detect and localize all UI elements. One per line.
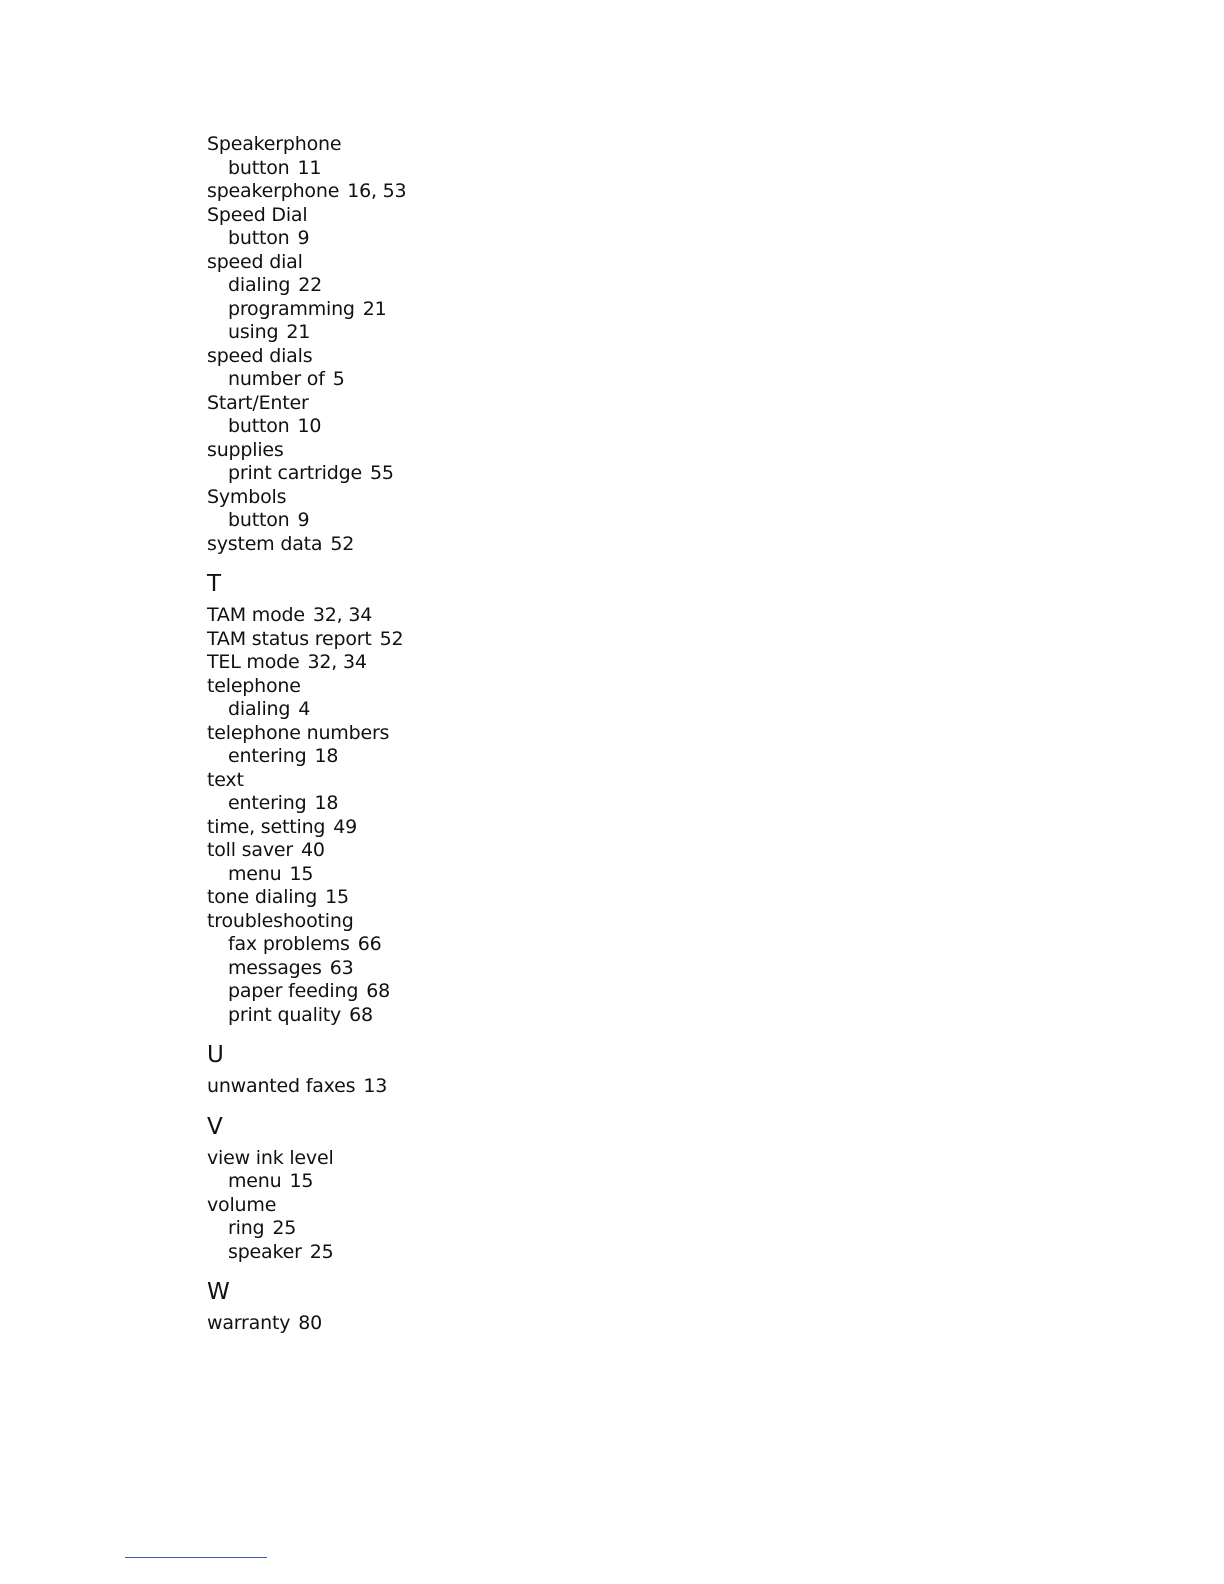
index-term: print cartridge xyxy=(228,462,362,484)
index-section xyxy=(207,571,627,1027)
page-reference[interactable]: 21 xyxy=(362,297,387,320)
index-term: Speed Dial xyxy=(207,203,308,226)
section-letter: T xyxy=(207,571,222,597)
index-entry xyxy=(207,345,627,369)
index-entry xyxy=(207,133,627,157)
page-reference[interactable]: 10 xyxy=(297,415,322,437)
index-term: Symbols xyxy=(207,485,287,508)
page-reference[interactable]: 66 xyxy=(357,933,382,955)
page-reference[interactable]: 4 xyxy=(298,698,311,720)
index-term: volume xyxy=(207,1193,277,1216)
page-reference[interactable]: 9 xyxy=(297,509,310,531)
index-term: system data xyxy=(207,532,323,555)
page-reference[interactable]: 21 xyxy=(286,321,311,343)
index-subentry xyxy=(207,863,627,887)
index-entry xyxy=(207,722,627,746)
index-subentry xyxy=(207,509,627,533)
index-entry xyxy=(207,533,627,557)
index-term: tone dialing xyxy=(207,886,318,908)
index-term: entering xyxy=(228,792,307,814)
index-subentry xyxy=(207,368,627,392)
index-term: ring xyxy=(228,1217,265,1239)
page-reference[interactable]: 80 xyxy=(298,1312,323,1334)
index-subentry xyxy=(207,227,627,251)
index-subentry xyxy=(207,1170,627,1194)
index-term: button xyxy=(228,156,290,179)
section-letter: V xyxy=(207,1113,223,1140)
index-term: supplies xyxy=(207,438,284,461)
index-term: button xyxy=(228,509,290,531)
index-entry xyxy=(207,628,627,652)
index-entry xyxy=(207,910,627,934)
index-subentry xyxy=(207,698,627,722)
index-entry xyxy=(207,486,627,510)
index-term: using xyxy=(228,321,279,343)
page-reference[interactable]: 63 xyxy=(329,956,354,979)
index-entry xyxy=(207,604,627,628)
page-reference[interactable]: 55 xyxy=(369,462,394,484)
page-reference[interactable]: 16, 53 xyxy=(347,180,407,202)
index-column xyxy=(207,133,627,1336)
page-reference[interactable]: 49 xyxy=(333,815,358,838)
index-term: view ink level xyxy=(207,1146,334,1169)
index-entry xyxy=(207,1194,627,1218)
index-term: speaker xyxy=(228,1240,302,1263)
page-reference[interactable]: 32, 34 xyxy=(312,604,373,626)
page-reference[interactable]: 52 xyxy=(330,532,355,555)
index-term: number of xyxy=(228,368,325,390)
page-reference[interactable]: 40 xyxy=(300,839,325,861)
index-term: dialing xyxy=(228,274,291,296)
index-section xyxy=(207,133,627,556)
index-term: menu xyxy=(228,862,282,885)
index-entry xyxy=(207,886,627,910)
index-subentry xyxy=(207,1217,627,1241)
index-entry xyxy=(207,180,627,204)
index-term: paper feeding xyxy=(228,980,359,1002)
index-term: warranty xyxy=(207,1312,291,1334)
index-term: troubleshooting xyxy=(207,909,354,932)
index-subentry xyxy=(207,745,627,769)
page-reference[interactable]: 15 xyxy=(325,886,349,908)
index-entry xyxy=(207,1147,627,1171)
page-reference[interactable]: 11 xyxy=(297,156,322,179)
index-section xyxy=(207,1114,627,1265)
index-term: entering xyxy=(228,745,307,767)
index-entry xyxy=(207,392,627,416)
index-subentry xyxy=(207,415,627,439)
index-subentry xyxy=(207,1004,627,1028)
index-term: menu xyxy=(228,1170,282,1192)
index-subentry xyxy=(207,957,627,981)
index-term: speed dial xyxy=(207,250,303,273)
page-reference[interactable]: 5 xyxy=(332,368,345,390)
index-term: Speakerphone xyxy=(207,133,342,155)
index-term: speed dials xyxy=(207,344,313,367)
index-term: telephone numbers xyxy=(207,721,390,744)
index-subentry xyxy=(207,933,627,957)
index-subentry xyxy=(207,792,627,816)
index-entry xyxy=(207,839,627,863)
section-letter: U xyxy=(207,1042,224,1068)
index-subentry xyxy=(207,980,627,1004)
page-reference[interactable]: 32, 34 xyxy=(307,651,367,673)
page-reference[interactable]: 22 xyxy=(298,274,323,296)
index-term: TAM status report xyxy=(207,627,372,650)
index-subentry xyxy=(207,298,627,322)
index-term: telephone xyxy=(207,674,301,697)
index-term: button xyxy=(228,227,290,249)
index-term: Start/Enter xyxy=(207,391,309,414)
index-term: speakerphone xyxy=(207,180,340,202)
index-term: text xyxy=(207,768,244,791)
index-term: fax problems xyxy=(228,933,350,955)
index-subentry xyxy=(207,462,627,486)
page-reference[interactable]: 18 xyxy=(314,792,339,814)
page-reference[interactable]: 68 xyxy=(366,980,390,1002)
index-term: TAM mode xyxy=(207,604,305,626)
page-reference[interactable]: 68 xyxy=(349,1003,373,1026)
index-entry xyxy=(207,769,627,793)
index-term: button xyxy=(228,415,290,437)
index-section xyxy=(207,1279,627,1336)
index-term: TEL mode xyxy=(207,651,300,673)
index-entry xyxy=(207,675,627,699)
page-reference[interactable]: 13 xyxy=(363,1075,388,1097)
index-entry xyxy=(207,1312,627,1336)
page-reference[interactable]: 15 xyxy=(289,862,314,885)
index-entry xyxy=(207,204,627,228)
index-section xyxy=(207,1042,627,1099)
index-term: print quality xyxy=(228,1003,342,1026)
index-subentry xyxy=(207,274,627,298)
index-term: programming xyxy=(228,297,355,320)
index-entry xyxy=(207,651,627,675)
page-reference[interactable]: 15 xyxy=(289,1170,314,1192)
index-term: messages xyxy=(228,956,322,979)
index-term: time, setting xyxy=(207,815,326,838)
index-subentry xyxy=(207,321,627,345)
footer-rule xyxy=(125,1557,267,1558)
index-subentry xyxy=(207,157,627,181)
index-entry xyxy=(207,1075,627,1099)
section-letter: W xyxy=(207,1279,230,1305)
index-entry xyxy=(207,439,627,463)
index-subentry xyxy=(207,1241,627,1265)
page-reference[interactable]: 9 xyxy=(297,227,310,249)
index-entry xyxy=(207,251,627,275)
page-reference[interactable]: 25 xyxy=(309,1240,334,1263)
index-term: dialing xyxy=(228,698,291,720)
page-reference[interactable]: 25 xyxy=(272,1217,297,1239)
page-reference[interactable]: 18 xyxy=(314,745,339,767)
page-reference[interactable]: 52 xyxy=(379,627,404,650)
index-term: unwanted faxes xyxy=(207,1075,356,1097)
index-term: toll saver xyxy=(207,839,293,861)
index-entry xyxy=(207,816,627,840)
